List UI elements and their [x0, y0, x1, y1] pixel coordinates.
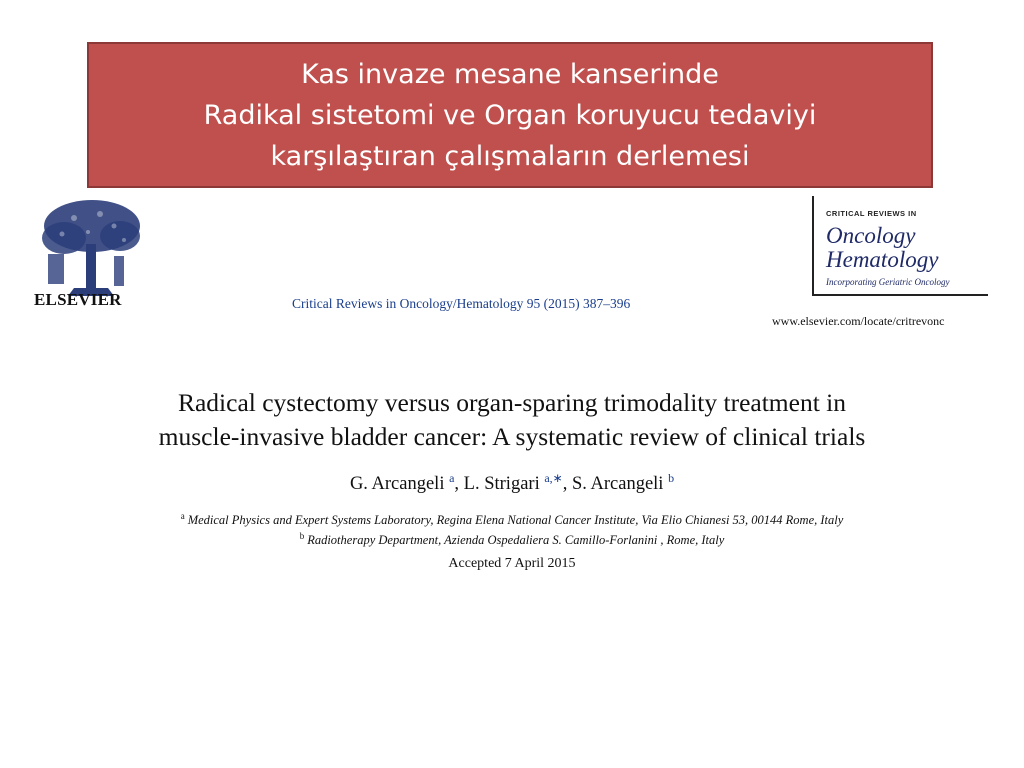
paper-title-line: muscle-invasive bladder cancer: A systematic review of clinical trials [158, 422, 866, 451]
author-name: S. Arcangeli [571, 474, 664, 494]
slide-title-line: karşılaştıran çalışmaların derlemesi [270, 140, 750, 172]
journal-kicker: CRITICAL REVIEWS IN [826, 209, 917, 218]
affiliation-text: Medical Physics and Expert Systems Laboratory, Regina Elena National Cancer Institute, Via Elio Chianesi 53, 00144 Rome, Italy [187, 513, 844, 527]
paper-title [40, 386, 984, 454]
author-separator: , [562, 474, 572, 494]
journal-url[interactable]: www.elsevier.com/locate/critrevonc [772, 314, 945, 328]
affiliation-mark: a [180, 511, 185, 521]
slide-title-line: Radikal sistetomi ve Organ koruyucu tedaviyi [203, 99, 817, 131]
author-affiliation-mark[interactable]: b [668, 471, 675, 485]
author-name: G. Arcangeli [349, 474, 445, 494]
paper-title-line: Radical cystectomy versus organ-sparing trimodality treatment in [177, 388, 847, 417]
journal-name-line2: Hematology [826, 247, 939, 272]
journal-citation[interactable]: Critical Reviews in Oncology/Hematology 95 (2015) 387–396 [292, 296, 631, 311]
slide-title-line: Kas invaze mesane kanserinde [301, 58, 719, 90]
journal-name-line1: Oncology [826, 223, 916, 248]
accepted-date: Accepted 7 April 2015 [448, 556, 576, 571]
author-list [0, 471, 1024, 495]
affiliation-mark: b [299, 531, 305, 541]
author-affiliation-mark[interactable]: a [449, 471, 455, 485]
affiliation-a [0, 513, 1024, 528]
journal-cover [812, 196, 988, 296]
publisher-name: ELSEVIER [34, 290, 122, 309]
affiliation-b [0, 533, 1024, 548]
journal-subtitle: Incorporating Geriatric Oncology [826, 277, 950, 287]
author-name: L. Strigari [463, 474, 540, 494]
affiliation-text: Radiotherapy Department, Azienda Ospedaliera S. Camillo-Forlanini , Rome, Italy [307, 533, 725, 547]
author-affiliation-mark[interactable]: a,∗ [544, 471, 563, 485]
slide-title-box [87, 42, 933, 188]
author-separator: , [454, 474, 464, 494]
